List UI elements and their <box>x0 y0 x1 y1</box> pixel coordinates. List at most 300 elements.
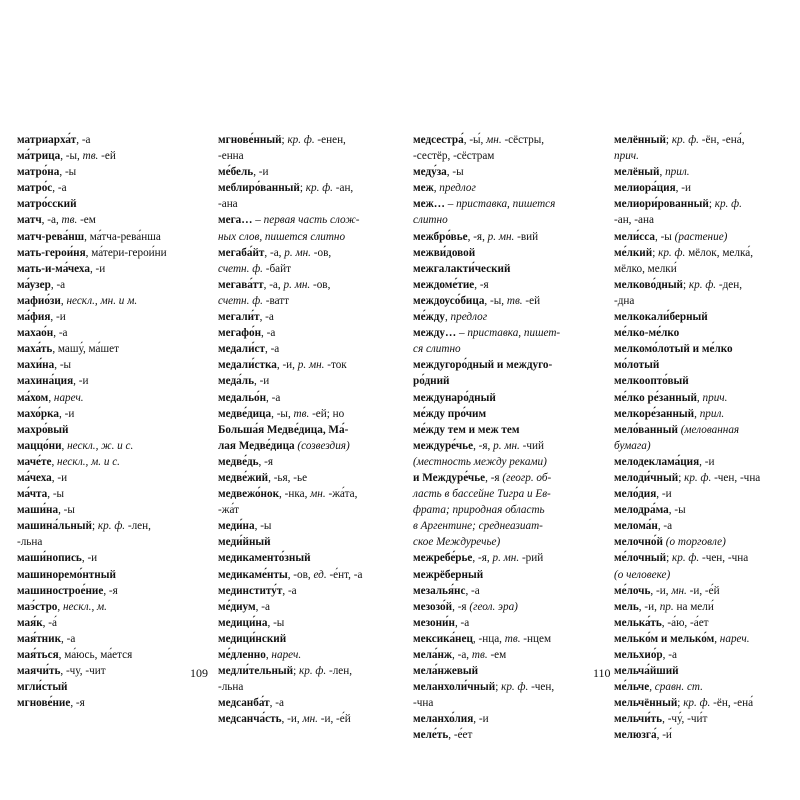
headword: мелкокали́берный <box>614 311 708 324</box>
headword: медве́дица <box>218 407 272 420</box>
dictionary-line <box>17 518 202 534</box>
entry-text: -ей <box>522 294 541 307</box>
entry-text: -ан, -ана <box>614 214 654 227</box>
entry-text: ; <box>683 278 689 291</box>
dictionary-line <box>17 454 202 470</box>
dictionary-line <box>218 293 400 309</box>
entry-text: , -а <box>662 649 677 661</box>
grammar-note: кр. ф. <box>299 665 327 678</box>
headword: ма́узер <box>17 278 51 291</box>
entry-text: -ватт <box>262 294 290 307</box>
headword: махро́вый <box>17 423 69 436</box>
entry-text: , -и <box>699 455 715 468</box>
dictionary-line <box>17 599 202 615</box>
grammar-note: пр. <box>659 600 674 613</box>
headword: медици́нский <box>218 632 287 645</box>
entry-text: , -а, <box>264 246 285 259</box>
entry-text: , -и <box>253 166 269 179</box>
headword: маха́ть <box>17 343 53 356</box>
dictionary-line <box>614 663 798 679</box>
headword: мелько́м и мелько́м <box>614 632 715 645</box>
dictionary-line <box>614 502 798 518</box>
entry-text: -ем <box>77 214 96 227</box>
dictionary-line <box>614 277 798 293</box>
dictionary-line <box>413 164 601 180</box>
headword: мегаба́йт <box>218 246 265 259</box>
entry-text: -лен, <box>326 665 353 678</box>
dictionary-line <box>614 406 798 422</box>
grammar-note: (геол. эра) <box>469 600 518 613</box>
headword: между… <box>413 327 457 340</box>
headword: мелюзга́ <box>614 729 657 742</box>
grammar-note: р. мн. <box>284 246 311 259</box>
dictionary-line <box>17 212 202 228</box>
headword: мать-герои́ня <box>17 246 86 259</box>
entry-text: -енен, <box>314 134 346 146</box>
dictionary-line <box>413 534 601 550</box>
grammar-note: приставка, пишется <box>456 198 556 211</box>
dictionary-line <box>218 470 400 486</box>
headword: маццо́ни <box>17 439 62 452</box>
dictionary-line <box>413 679 601 695</box>
headword: медикаменто́зный <box>218 552 311 565</box>
dictionary-line <box>614 486 798 502</box>
entry-text: , -ы, <box>60 150 83 163</box>
headword: медсанча́сть <box>218 713 282 726</box>
headword: машиноремо́нтный <box>17 568 116 581</box>
entry-text: , -и, <box>650 584 672 597</box>
dictionary-line <box>413 470 601 486</box>
entry-text: , -ы <box>54 359 72 372</box>
headword: ме́жду <box>413 311 445 324</box>
dictionary-line <box>17 534 202 550</box>
dictionary-line <box>218 406 400 422</box>
grammar-note: тв. <box>471 649 488 661</box>
dictionary-line <box>218 261 400 277</box>
headword: мелоди́чный <box>614 471 679 484</box>
entry-text: -ем <box>487 649 507 661</box>
headword: ме́лкий <box>614 246 653 259</box>
grammar-note: нареч. <box>53 391 84 404</box>
grammar-note: кр. ф. <box>714 198 742 211</box>
entry-text: , -а́ <box>42 616 57 629</box>
entry-text: -жа́т <box>218 504 240 517</box>
entry-text: , -ы <box>668 504 686 517</box>
entry-text: , -ы <box>59 166 77 179</box>
entry-text: -льна <box>218 681 244 694</box>
dictionary-line <box>17 357 202 373</box>
dictionary-line <box>614 196 798 212</box>
dictionary-line <box>218 212 400 228</box>
dictionary-line <box>413 518 601 534</box>
headword: межгалакти́ческий <box>413 262 511 275</box>
headword: ме́жду про́чим <box>413 407 487 420</box>
dictionary-line <box>218 663 400 679</box>
grammar-note: (мелованная <box>680 423 740 436</box>
headword: маши́на <box>17 504 59 517</box>
dictionary-line <box>413 647 601 663</box>
grammar-note: ных слов, пишется слитно <box>218 230 346 243</box>
dictionary-line <box>413 293 601 309</box>
entry-text: , -я <box>485 471 503 484</box>
dictionary-line <box>218 373 400 389</box>
headword: мелённый <box>614 134 666 146</box>
headword: маши́нопись <box>17 552 82 565</box>
dictionary-line <box>218 341 400 357</box>
entry-text: ; <box>665 134 672 146</box>
headword: мега… <box>218 214 253 227</box>
dictionary-line <box>614 599 798 615</box>
entry-text: -дна <box>614 294 635 307</box>
dictionary-line <box>614 711 798 727</box>
headword: междоусо́бица <box>413 294 485 307</box>
headword: мелкоре́занный <box>614 407 695 420</box>
headword: медикаме́нты <box>218 568 288 581</box>
grammar-note: кр. ф. <box>671 134 699 146</box>
dictionary-line <box>413 180 601 196</box>
dictionary-line <box>218 486 400 502</box>
dictionary-line <box>17 293 202 309</box>
dictionary-line <box>413 390 601 406</box>
dictionary-line <box>218 679 400 695</box>
headword: махи́на <box>17 359 55 372</box>
dictionary-line <box>413 261 601 277</box>
entry-text: мёлок, мелка́, <box>685 246 753 259</box>
grammar-note: тв. <box>82 150 99 163</box>
entry-text: , <box>714 632 720 645</box>
dictionary-line <box>17 245 202 261</box>
dictionary-line <box>17 695 202 711</box>
entry-text: ; <box>293 665 300 678</box>
entry-text: ; <box>652 246 659 259</box>
headword: медали́стка <box>218 359 277 372</box>
headword: матч-рева́нш <box>17 230 85 243</box>
dictionary-line <box>218 325 400 341</box>
grammar-note: сравн. ст. <box>654 681 703 694</box>
dictionary-line <box>614 245 798 261</box>
grammar-note: кр. ф. <box>287 134 315 146</box>
entry-text: -сестёр, -сёстрам <box>413 150 495 163</box>
grammar-note: счетн. ф. <box>218 262 263 275</box>
dictionary-line <box>413 422 601 438</box>
headword: медсестра́ <box>413 134 464 146</box>
dictionary-line <box>614 631 798 647</box>
grammar-note: кр. ф. <box>684 471 712 484</box>
grammar-note: тв. <box>61 214 78 227</box>
headword: Междуре́чье <box>422 471 486 484</box>
headword: мезозо́й <box>413 600 453 613</box>
grammar-note: фрата; природная область <box>413 504 545 517</box>
grammar-note: тв. <box>504 632 521 645</box>
entry-text: , -а <box>266 391 281 404</box>
grammar-note: мн. <box>486 134 502 146</box>
headword: ма́чта <box>17 488 48 501</box>
headword: меблиро́ванный <box>218 182 300 195</box>
entry-text: ; <box>708 198 715 211</box>
headword: ме́лко ре́занный <box>614 391 697 404</box>
dictionary-line <box>218 599 400 615</box>
entry-text: , -и <box>675 182 691 195</box>
dictionary-line <box>17 502 202 518</box>
headword: мелома́н <box>614 520 658 533</box>
entry-text: -ан, <box>332 182 354 195</box>
entry-text: , -я <box>452 600 470 613</box>
headword: медвежо́нок <box>218 488 280 501</box>
dictionary-line <box>218 583 400 599</box>
entry-text: -ов, <box>310 246 332 259</box>
entry-text: – <box>456 327 468 340</box>
headword: махина́ция <box>17 375 74 388</box>
dictionary-line <box>17 486 202 502</box>
entry-text: мёлко, мелки́ <box>614 262 677 275</box>
entry-text: , -я <box>258 455 274 468</box>
grammar-note: бумага) <box>614 439 651 452</box>
grammar-note: кр. ф. <box>658 246 686 259</box>
headword: мегали́т <box>218 311 260 324</box>
headword: межребе́рье <box>413 552 473 565</box>
entry-text: , -чу́, -чи́т <box>662 713 708 726</box>
entry-text: ; <box>281 134 288 146</box>
grammar-note: нескл., мн. и м. <box>66 294 138 307</box>
dictionary-line <box>17 132 202 148</box>
dictionary-line <box>218 245 400 261</box>
dictionary-line <box>614 534 798 550</box>
entry-text: , <box>51 455 58 468</box>
entry-text: , -а <box>61 632 76 645</box>
entry-text: , -и <box>253 375 270 388</box>
grammar-note: нареч. <box>271 649 302 661</box>
headword: меда́ль <box>218 375 254 388</box>
grammar-note: (о человеке) <box>614 568 671 581</box>
dictionary-line <box>413 341 601 357</box>
dictionary-line <box>413 727 601 743</box>
entry-text: , <box>694 407 700 420</box>
headword: мелёный <box>614 166 660 179</box>
dictionary-line <box>413 502 601 518</box>
dictionary-line <box>614 727 798 743</box>
dictionary-line <box>17 567 202 583</box>
entry-text: , ма́тери-герои́ни <box>85 246 167 259</box>
grammar-note: кр. ф. <box>672 552 700 565</box>
entry-text: , -ы <box>254 520 272 533</box>
entry-text: , -а <box>264 343 280 356</box>
dictionary-line <box>17 309 202 325</box>
dictionary-line <box>614 695 798 711</box>
entry-text: , -а <box>53 327 68 340</box>
dictionary-line <box>614 261 798 277</box>
entry-text: – <box>444 198 457 211</box>
dictionary-line <box>218 148 400 164</box>
entry-text: , -а <box>282 584 297 597</box>
dictionary-line <box>17 647 202 663</box>
headword: ме́диум <box>218 600 256 613</box>
headword: медальо́н <box>218 391 267 404</box>
grammar-note: мн. <box>302 713 318 726</box>
dictionary-line <box>17 583 202 599</box>
entry-text: , <box>433 182 440 195</box>
dictionary-line <box>614 647 798 663</box>
entry-text: ; <box>677 697 684 710</box>
grammar-note: р. мн. <box>283 278 311 291</box>
entry-text: , -и <box>73 375 89 388</box>
dictionary-line <box>17 631 202 647</box>
dictionary-line <box>17 325 202 341</box>
entry-text: , -а <box>52 182 67 195</box>
dictionary-line <box>218 631 400 647</box>
headword: мельчи́ть <box>614 713 663 726</box>
entry-text: -ов, <box>310 278 331 291</box>
entry-text: на мели́ <box>673 600 714 613</box>
left-page-column-1 <box>17 132 202 711</box>
headword: мегафо́н <box>218 327 262 340</box>
dictionary-line <box>413 615 601 631</box>
entry-text: -ён, -ена́ <box>710 697 754 710</box>
entry-text: , -а <box>269 697 284 710</box>
headword: междунаро́дный <box>413 391 496 404</box>
headword: меле́ть <box>413 729 449 742</box>
headword: межви́довой <box>413 246 476 259</box>
entry-text: , -нка, <box>279 488 311 501</box>
dictionary-line <box>614 583 798 599</box>
dictionary-line <box>413 454 601 470</box>
headword: мезалья́нс <box>413 584 466 597</box>
dictionary-line <box>614 422 798 438</box>
entry-text: , <box>659 166 666 179</box>
dictionary-line <box>413 357 601 373</box>
entry-text: , -а <box>50 278 66 291</box>
dictionary-line <box>17 615 202 631</box>
dictionary-line <box>218 567 400 583</box>
dictionary-line <box>218 357 400 373</box>
dictionary-line <box>413 132 601 148</box>
dictionary-line <box>413 406 601 422</box>
entry-text: -лен, <box>125 520 151 533</box>
dictionary-line <box>218 695 400 711</box>
dictionary-line <box>17 679 202 695</box>
dictionary-line <box>413 631 601 647</box>
headword: ме́лочный <box>614 552 667 565</box>
headword: меди́йный <box>218 536 271 549</box>
grammar-note: счетн. ф. <box>218 294 263 307</box>
entry-text: -чен, -чна <box>711 471 761 484</box>
dictionary-line <box>17 196 202 212</box>
dictionary-line <box>614 454 798 470</box>
dictionary-line <box>17 148 202 164</box>
entry-text: -чна <box>413 697 434 710</box>
headword: матч <box>17 214 42 227</box>
entry-text: -и, -е́й <box>686 584 720 597</box>
entry-text: , -я <box>103 584 118 597</box>
headword: ма́фия <box>17 311 51 324</box>
headword: медве́дь <box>218 455 259 468</box>
entry-text: ; <box>92 520 98 533</box>
grammar-note: в Аргентине; среднеазиат- <box>413 520 543 533</box>
dictionary-line <box>614 212 798 228</box>
entry-text: -чен, <box>528 681 555 694</box>
headword: машина́льный <box>17 520 92 533</box>
headword: ме́дленно <box>218 649 266 661</box>
grammar-note: тв. <box>293 407 310 420</box>
dictionary-line <box>614 180 798 196</box>
entry-text: ; <box>299 182 306 195</box>
grammar-note: р. мн. <box>492 552 520 565</box>
grammar-note: приставка, пишет- <box>467 327 561 340</box>
entry-text: , ма́юсь, ма́ется <box>58 649 133 661</box>
headword: матро́на <box>17 166 60 179</box>
entry-text: , -а, <box>452 649 472 661</box>
entry-text: , -я, <box>473 439 494 452</box>
entry-text: , -и, <box>638 600 660 613</box>
page-number-right: 110 <box>593 666 611 680</box>
grammar-note: (о торговле) <box>665 536 726 549</box>
headword: междуре́чье <box>413 439 474 452</box>
dictionary-line <box>614 357 798 373</box>
headword: медве́жий <box>218 471 269 484</box>
headword: мельчённый <box>614 697 678 710</box>
headword: мать-и-ма́чеха <box>17 262 90 275</box>
headword: междоме́тие <box>413 278 475 291</box>
dictionary-line <box>413 373 601 389</box>
headword: маэ́стро <box>17 600 58 613</box>
dictionary-line <box>614 438 798 454</box>
dictionary-line <box>413 309 601 325</box>
headword: мафио́зи <box>17 294 61 307</box>
dictionary-line <box>413 325 601 341</box>
entry-text: , -ы <box>654 230 675 243</box>
entry-text: , -и <box>656 488 672 501</box>
entry-text: , -ы́, <box>463 134 487 146</box>
entry-text: ; <box>495 681 502 694</box>
headword: медали́ст <box>218 343 265 356</box>
entry-text: , -ья, -ье <box>268 471 308 484</box>
dictionary-line <box>218 390 400 406</box>
dictionary-line <box>614 229 798 245</box>
headword: махо́рка <box>17 407 59 420</box>
dictionary-line <box>218 132 400 148</box>
headword: ме́жду тем и меж тем <box>413 423 520 436</box>
entry-text: , -ы, <box>484 294 507 307</box>
grammar-note: (местность между реками) <box>413 455 547 468</box>
dictionary-line <box>218 229 400 245</box>
dictionary-line <box>17 390 202 406</box>
headword: матро́сский <box>17 198 77 211</box>
entry-text: , -и, <box>276 359 298 372</box>
entry-text: , -а <box>454 616 470 629</box>
grammar-note: р. мн. <box>487 230 515 243</box>
entry-text: , -а, <box>263 278 284 291</box>
entry-text: , <box>57 600 63 613</box>
dictionary-line <box>614 309 798 325</box>
headword: мелодра́ма <box>614 504 669 517</box>
headword: меж <box>413 182 434 195</box>
entry-text: , -чу, -чит <box>60 665 106 678</box>
right-page-column-1 <box>413 132 601 744</box>
headword: мело́ванный <box>614 423 678 436</box>
right-page-column-2 <box>614 132 798 744</box>
entry-text: , -я <box>70 697 85 710</box>
grammar-note: первая часть слож- <box>263 214 360 227</box>
entry-text: -и, -е́й <box>317 713 351 726</box>
entry-text: , -я, <box>467 230 488 243</box>
headword: мело́дия <box>614 488 657 501</box>
dictionary-line <box>614 148 798 164</box>
entry-text: , -а <box>76 134 91 146</box>
dictionary-line <box>17 277 202 293</box>
headword: мексика́нец <box>413 632 473 645</box>
grammar-note: нескл., ж. и с. <box>67 439 134 452</box>
dictionary-line <box>218 647 400 663</box>
dictionary-line <box>218 196 400 212</box>
